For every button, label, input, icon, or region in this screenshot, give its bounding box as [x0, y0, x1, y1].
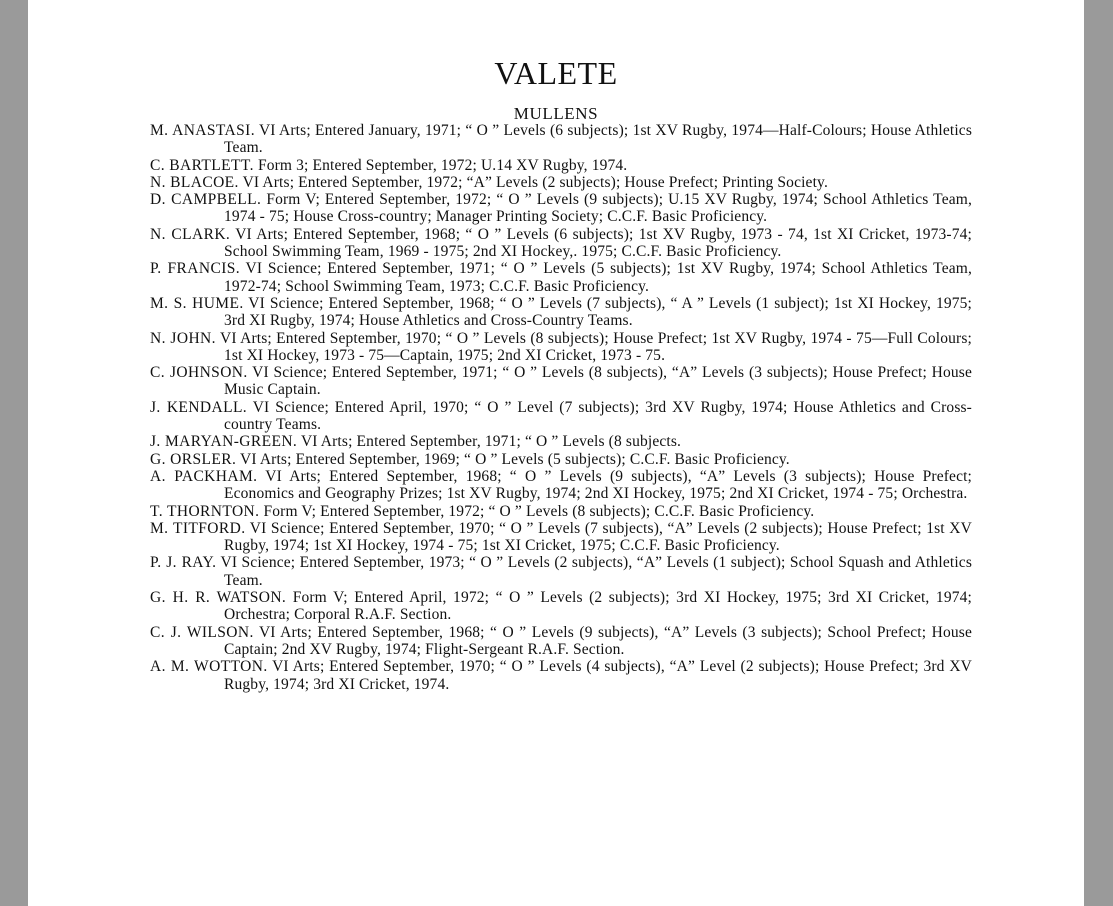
entry	[150, 174, 972, 191]
entry	[150, 364, 972, 399]
entry-text: VI Arts; Entered September, 1968; “ O ” Levels (9 subjects), “A” Levels (3 subjects); School Prefect; House Captain; 2nd XV Rugby, 1974; Flight-Sergeant R.A.F. Section.	[224, 623, 973, 658]
entry	[150, 191, 972, 226]
entry-name: D. CAMPBELL.	[150, 191, 262, 209]
page-title: VALETE	[494, 55, 618, 91]
entry-text: VI Arts; Entered September, 1971; “ O ” Levels (8 subjects.	[300, 433, 682, 451]
entry	[150, 226, 972, 261]
entry-name: N. JOHN.	[150, 329, 216, 347]
entry-text: Form V; Entered April, 1972; “ O ” Levels (2 subjects); 3rd XI Hockey, 1975; 3rd XI Cricket, 1974; Orchestra; Corporal R.A.F. Section.	[224, 589, 972, 624]
entry-name: P. FRANCIS.	[150, 260, 241, 278]
entry	[150, 433, 972, 450]
entry	[150, 520, 972, 555]
entry-name: C. J. WILSON.	[150, 623, 254, 641]
entry-text: VI Arts; Entered September, 1969; “ O ” Levels (5 subjects); C.C.F. Basic Proficiency.	[240, 450, 790, 468]
entry-text: Form 3; Entered September, 1972; U.14 XV Rugby, 1974.	[257, 156, 628, 174]
entry-name: P. J. RAY.	[150, 554, 217, 572]
entry-text: Form V; Entered September, 1972; “ O ” Levels (8 subjects); C.C.F. Basic Proficiency.	[263, 502, 815, 520]
entry-name: A. PACKHAM.	[150, 467, 258, 485]
document-page	[28, 0, 1084, 906]
entry-name: J. KENDALL.	[150, 398, 248, 416]
entry-text: VI Science; Entered September, 1973; “ O ” Levels (2 subjects), “A” Levels (1 subject); School Squash and Athletics Team.	[220, 554, 972, 589]
entry-name: M. ANASTASI.	[150, 122, 255, 139]
entry-name: G. H. R. WATSON.	[150, 589, 287, 607]
entry-name: M. TITFORD.	[150, 519, 246, 537]
entry	[150, 658, 972, 693]
entry-text: Form V; Entered September, 1972; “ O ” Levels (9 subjects); U.15 XV Rugby, 1974; School Athletics Team, 1974 - 75; House Cross-country; Manager Printing Society; C.C.F. Basic Proficiency.	[224, 191, 972, 226]
entry-text: VI Science; Entered September, 1970; “ O ” Levels (7 subjects), “A” Levels (2 subjects); House Prefect; 1st XV Rugby, 1974; 1st XI Hockey, 1974 - 75; 1st XI Cricket, 1975; C.C.F. Basic Proficiency.	[224, 519, 972, 555]
entry	[150, 468, 972, 503]
entry	[150, 451, 972, 468]
entry	[150, 624, 972, 659]
entry-name: M. S. HUME.	[150, 294, 244, 312]
entry-text: VI Science; Entered September, 1968; “ O ” Levels (7 subjects), “ A ” Levels (1 subject); 1st XI Hockey, 1975; 3rd XI Rugby, 1974; House Athletics and Cross-Country Teams.	[224, 294, 972, 330]
entry-text: VI Arts; Entered September, 1970; “ O ” Levels (4 subjects), “A” Level (2 subjects); House Prefect; 3rd XV Rugby, 1974; 3rd XI Cricket, 1974.	[224, 658, 973, 693]
entry-text: VI Science; Entered April, 1970; “ O ” Level (7 subjects); 3rd XV Rugby, 1974; House Athletics and Cross-country Teams.	[224, 398, 972, 434]
entry-name: G. ORSLER.	[150, 450, 237, 468]
entry-name: J. MARYAN-GREEN.	[150, 433, 298, 451]
entry-name: A. M. WOTTON.	[150, 658, 268, 676]
entry-name: N. CLARK.	[150, 225, 231, 243]
entry	[150, 157, 972, 174]
entry-text: VI Science; Entered September, 1971; “ O ” Levels (5 subjects); 1st XV Rugby, 1974; School Athletics Team, 1972-74; School Swimming Team, 1973; C.C.F. Basic Proficiency.	[224, 260, 972, 295]
entry	[150, 554, 972, 589]
entry	[150, 122, 972, 157]
entry-text: VI Arts; Entered September, 1970; “ O ” Levels (8 subjects); House Prefect; 1st XV Rugby, 1974 - 75—Full Colours; 1st XI Hockey, 1973 - 75—Captain, 1975; 2nd XI Cricket, 1973 - 75.	[219, 329, 972, 364]
entry	[150, 260, 972, 295]
house-heading: MULLENS	[513, 104, 599, 123]
entry-text: VI Arts; Entered September, 1968; “ O ” Levels (6 subjects); 1st XV Rugby, 1973 - 74, 1st XI Cricket, 1973-74; School Swimming Team, 1969 - 1975; 2nd XI Hockey,. 1975; C.C.F. Basic Proficiency.	[224, 225, 973, 261]
entry	[150, 399, 972, 434]
entry-text: VI Arts; Entered September, 1972; “A” Levels (2 subjects); House Prefect; Printing Society.	[242, 173, 828, 191]
entry-name: N. BLACOE.	[150, 173, 239, 191]
entry	[150, 503, 972, 520]
entry-text: VI Arts; Entered January, 1971; “ O ” Levels (6 subjects); 1st XV Rugby, 1974—Half-Colours; House Athletics Team.	[224, 122, 972, 157]
entry-name: C. BARTLETT.	[150, 156, 254, 174]
entry-text: VI Arts; Entered September, 1968; “ O ” Levels (9 subjects), “A” Levels (3 subjects); House Prefect; Economics and Geography Prizes; 1st XV Rugby, 1974; 2nd XI Hockey, 1975; 2nd XI Cricket, 1974 - 75; Orchestra.	[224, 467, 973, 503]
entry	[150, 330, 972, 365]
entries-list	[150, 122, 972, 693]
entry-text: VI Science; Entered September, 1971; “ O ” Levels (8 subjects), “A” Levels (3 subjects); House Prefect; House Music Captain.	[224, 364, 973, 399]
entry-name: C. JOHNSON.	[150, 364, 248, 382]
entry-name: T. THORNTON.	[150, 502, 260, 520]
entry	[150, 589, 972, 624]
entry	[150, 295, 972, 330]
